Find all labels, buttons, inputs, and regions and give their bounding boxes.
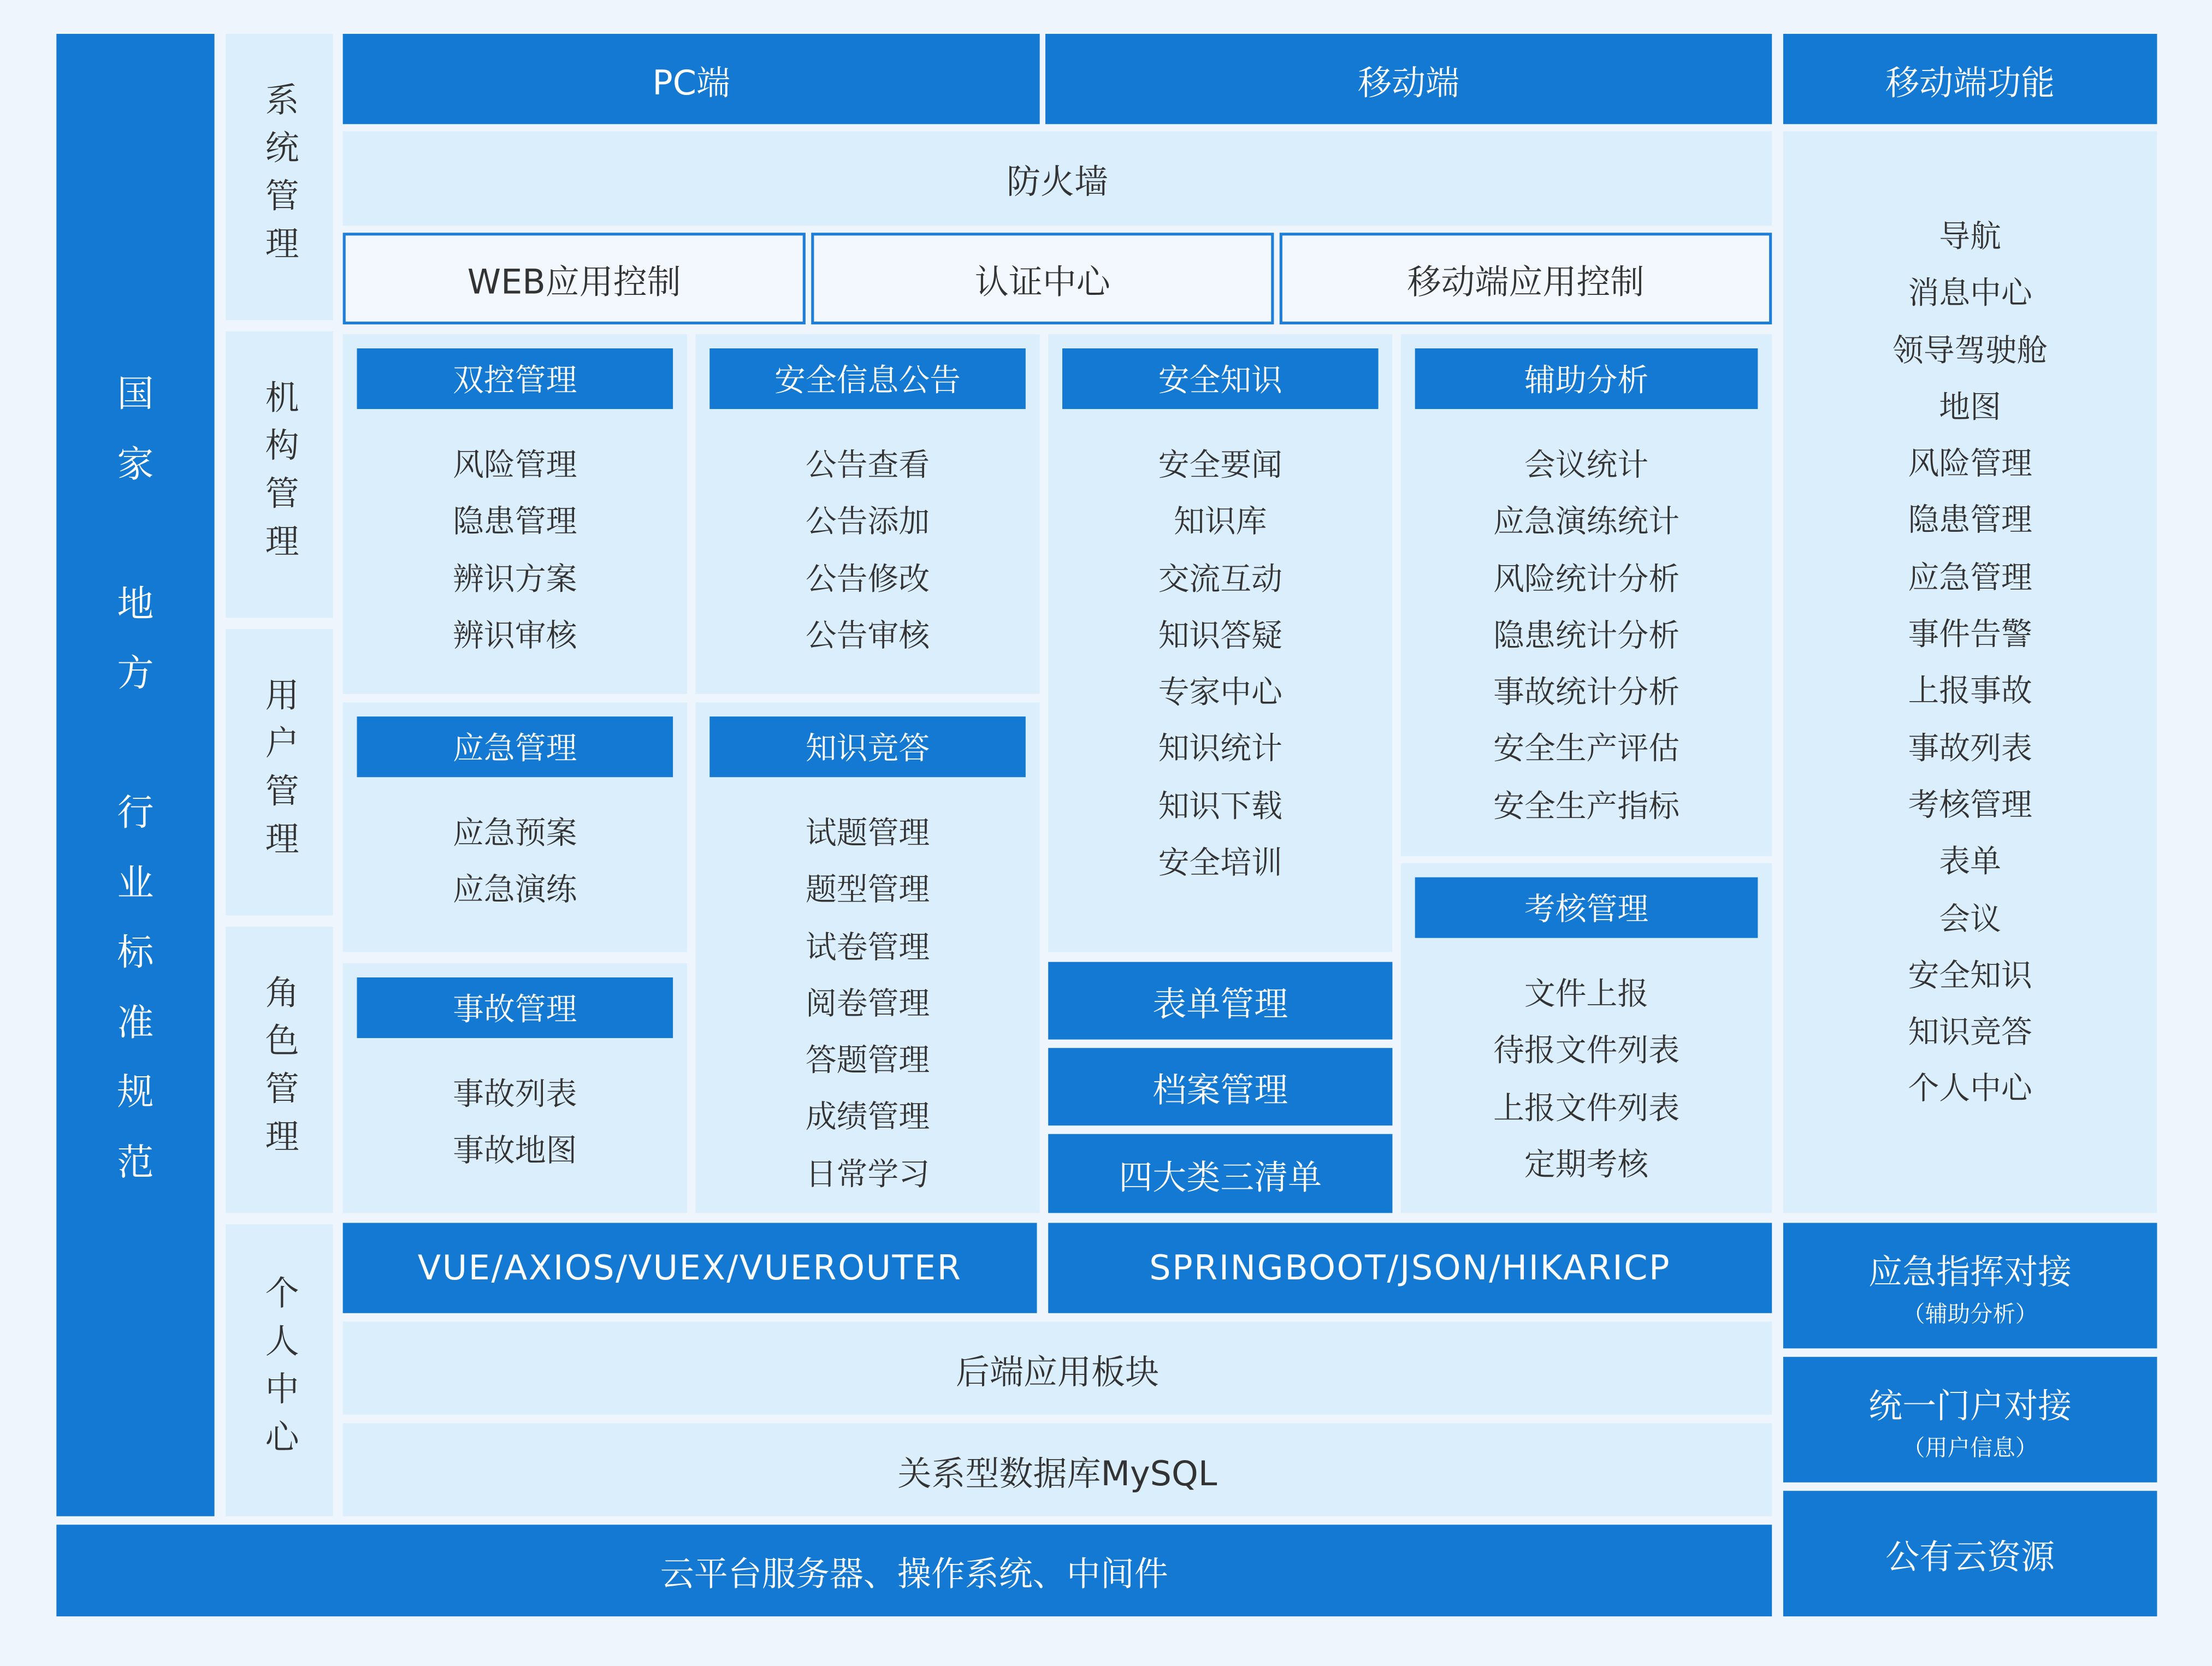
pc-header: PC端 — [343, 34, 1040, 124]
list-item: 公告添加 — [805, 505, 930, 541]
list-item: 成绩管理 — [805, 1100, 930, 1136]
module-title: 安全知识 — [1062, 348, 1379, 409]
list-item: 事故列表 — [1908, 731, 2032, 767]
web-app-control: WEB应用控制 — [343, 233, 806, 324]
list-item: 隐患管理 — [453, 505, 577, 541]
standards-banner-char: 国 — [117, 373, 154, 416]
standards-banner-char: 标 — [117, 932, 154, 975]
list-item: 知识答疑 — [1158, 619, 1282, 655]
list-item: 知识下载 — [1158, 789, 1282, 825]
list-item: 隐患管理 — [1908, 504, 2032, 539]
list-item: 事故地图 — [453, 1134, 577, 1170]
list-item: 专家中心 — [1158, 675, 1282, 712]
standards-banner-char — [56, 501, 214, 571]
standards-banner-text — [56, 361, 214, 1199]
mobile-header: 移动端 — [1045, 34, 1772, 124]
list-item: 应急演练 — [453, 873, 577, 909]
standards-banner-char: 准 — [117, 1002, 154, 1045]
list-item: 文件上报 — [1524, 977, 1649, 1013]
list-item: 定期考核 — [1524, 1148, 1649, 1183]
module-safety-knowledge — [1048, 334, 1392, 952]
standards-banner — [56, 34, 214, 1516]
emergency-command-dock — [1783, 1223, 2157, 1348]
mobile-func-header: 移动端功能 — [1783, 34, 2157, 124]
module-title: 双控管理 — [357, 348, 673, 409]
dock-title: 应急指挥对接 — [1868, 1252, 2072, 1291]
list-item: 题型管理 — [805, 873, 930, 909]
list-item: 安全生产指标 — [1493, 789, 1680, 825]
list-item: 安全知识 — [1908, 959, 2032, 994]
firewall: 防火墙 — [343, 131, 1772, 226]
side-label-system: 系统管理 — [226, 34, 333, 320]
list-item: 知识库 — [1174, 505, 1267, 541]
list-item: 会议 — [1939, 902, 2001, 938]
list-item: 交流互动 — [1158, 562, 1282, 598]
list-item: 应急预案 — [453, 816, 577, 852]
module-items — [1048, 438, 1392, 893]
list-item: 事故列表 — [453, 1077, 577, 1113]
side-label-user: 用户管理 — [226, 629, 333, 915]
form-management: 表单管理 — [1048, 962, 1392, 1040]
module-title: 安全信息公告 — [709, 348, 1026, 409]
standards-banner-char: 行 — [117, 792, 154, 835]
module-title: 事故管理 — [357, 977, 673, 1038]
list-item: 答题管理 — [805, 1044, 930, 1080]
module-title: 考核管理 — [1415, 878, 1758, 938]
list-item: 试题管理 — [805, 816, 930, 852]
module-emergency — [343, 702, 687, 952]
list-item: 消息中心 — [1908, 277, 2032, 312]
list-item: 知识统计 — [1158, 732, 1282, 768]
mobile-app-control: 移动端应用控制 — [1280, 233, 1772, 324]
side-label-role: 角色管理 — [226, 927, 333, 1213]
public-cloud-resources: 公有云资源 — [1783, 1491, 2157, 1616]
module-items — [695, 807, 1039, 1205]
list-item: 会议统计 — [1524, 448, 1649, 484]
list-item: 考核管理 — [1908, 788, 2032, 824]
standards-banner-char: 业 — [117, 862, 154, 905]
list-item: 应急演练统计 — [1493, 505, 1680, 541]
list-item: 领导驾驶舱 — [1892, 334, 2048, 369]
list-item: 安全培训 — [1158, 846, 1282, 882]
list-item: 风险统计分析 — [1493, 562, 1680, 598]
list-item: 辨识方案 — [453, 562, 577, 598]
module-accident — [343, 963, 687, 1213]
mobile-functions-panel — [1783, 131, 2157, 1213]
list-item: 日常学习 — [805, 1158, 930, 1193]
four-categories-three-lists: 四大类三清单 — [1048, 1134, 1392, 1213]
list-item: 试卷管理 — [805, 930, 930, 966]
module-items — [343, 807, 687, 920]
database: 关系型数据库MySQL — [343, 1423, 1772, 1516]
module-items — [343, 438, 687, 666]
module-security-notice — [695, 334, 1039, 694]
list-item: 个人中心 — [1908, 1072, 2032, 1108]
backend-stack: SPRINGBOOT/JSON/HIKARICP — [1048, 1223, 1772, 1313]
module-title: 应急管理 — [357, 716, 673, 777]
module-title: 辅助分析 — [1415, 348, 1758, 409]
module-title: 知识竞答 — [709, 716, 1026, 777]
module-items — [1401, 438, 1772, 837]
list-item: 知识竞答 — [1908, 1016, 2032, 1051]
standards-banner-char: 范 — [117, 1141, 154, 1184]
side-label-org: 机构管理 — [226, 331, 333, 618]
unified-portal-dock — [1783, 1357, 2157, 1483]
list-item: 风险管理 — [453, 448, 577, 484]
module-items — [343, 1068, 687, 1181]
list-item: 应急管理 — [1908, 561, 2032, 597]
frontend-stack: VUE/AXIOS/VUEX/VUEROUTER — [343, 1223, 1037, 1313]
module-quiz — [695, 702, 1039, 1213]
list-item: 地图 — [1939, 390, 2001, 426]
list-item: 事件告警 — [1908, 618, 2032, 654]
list-item: 事故统计分析 — [1493, 675, 1680, 712]
auth-center: 认证中心 — [811, 233, 1274, 324]
list-item: 公告查看 — [805, 448, 930, 484]
module-items — [695, 438, 1039, 666]
standards-banner-char: 家 — [117, 443, 154, 486]
standards-banner-char: 方 — [117, 653, 154, 696]
list-item: 上报事故 — [1908, 674, 2032, 710]
list-item: 风险管理 — [1908, 447, 2032, 483]
backend-module: 后端应用板块 — [343, 1321, 1772, 1414]
dock-subtitle: （用户信息） — [1902, 1433, 2038, 1461]
list-item: 安全生产评估 — [1493, 732, 1680, 768]
standards-banner-char: 规 — [117, 1072, 154, 1114]
list-item: 待报文件列表 — [1493, 1034, 1680, 1070]
list-item: 上报文件列表 — [1493, 1091, 1680, 1127]
list-item: 阅卷管理 — [805, 987, 930, 1023]
dock-subtitle: （辅助分析） — [1902, 1300, 2038, 1327]
cloud-platform-bar: 云平台服务器、操作系统、中间件 — [56, 1525, 1772, 1616]
list-item: 公告修改 — [805, 562, 930, 598]
dock-title: 统一门户对接 — [1868, 1385, 2072, 1426]
mobile-functions-list — [1783, 210, 2157, 1119]
side-label-personal: 个人中心 — [226, 1224, 333, 1516]
module-aux-analysis — [1401, 334, 1772, 856]
module-dual-control — [343, 334, 687, 694]
list-item: 公告审核 — [805, 619, 930, 655]
list-item: 安全要闻 — [1158, 448, 1282, 484]
list-item: 导航 — [1939, 220, 2001, 256]
list-item: 隐患统计分析 — [1493, 619, 1680, 655]
archive-management: 档案管理 — [1048, 1048, 1392, 1125]
module-assessment — [1401, 863, 1772, 1213]
list-item: 辨识审核 — [453, 619, 577, 655]
standards-banner-char — [56, 710, 214, 780]
standards-banner-char: 地 — [117, 583, 154, 626]
list-item: 表单 — [1939, 845, 2001, 881]
module-items — [1401, 968, 1772, 1195]
